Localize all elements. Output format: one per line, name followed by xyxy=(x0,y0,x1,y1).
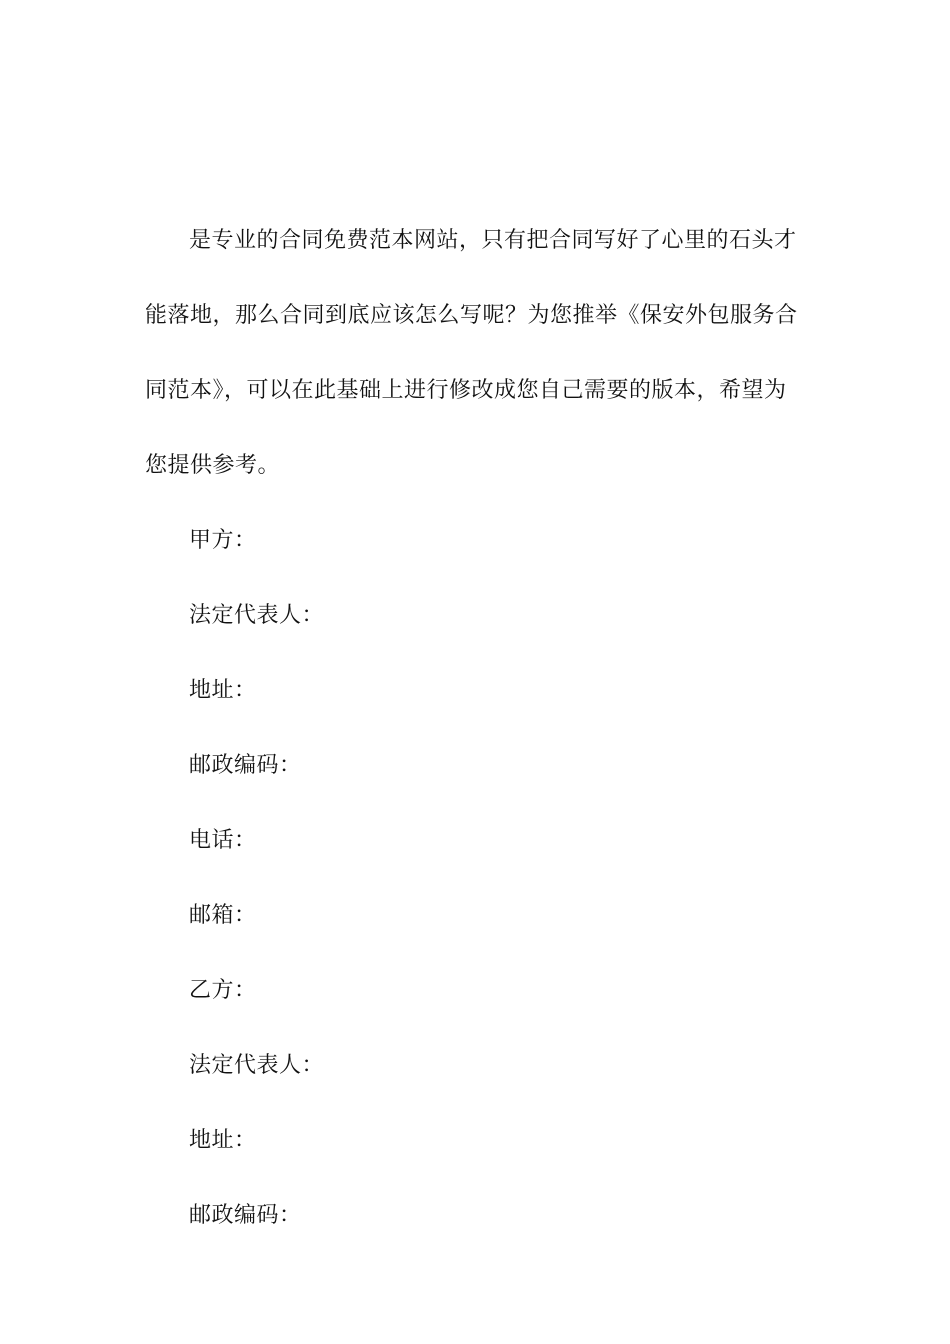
field-email-a: 邮箱： xyxy=(189,903,257,928)
field-party-b: 乙方： xyxy=(189,978,257,1003)
intro-line: 是专业的合同免费范本网站，只有把合同写好了心里的石头才 xyxy=(189,228,797,253)
field-address-b: 地址： xyxy=(189,1128,257,1153)
field-postal-code-a: 邮政编码： xyxy=(189,753,302,778)
field-phone-a: 电话： xyxy=(189,828,257,853)
field-legal-representative-b: 法定代表人： xyxy=(189,1053,325,1078)
intro-paragraph xyxy=(145,203,798,503)
field-legal-representative-a: 法定代表人： xyxy=(189,603,325,628)
intro-line: 您提供参考。 xyxy=(145,453,281,478)
party-fields-list xyxy=(189,503,324,1253)
intro-line: 能落地，那么合同到底应该怎么写呢？为您推举《保安外包服务合 xyxy=(145,303,798,328)
field-party-a: 甲方： xyxy=(189,528,257,553)
intro-line: 同范本》，可以在此基础上进行修改成您自己需要的版本，希望为 xyxy=(145,378,787,403)
field-address-a: 地址： xyxy=(189,678,257,703)
field-postal-code-b: 邮政编码： xyxy=(189,1203,302,1228)
